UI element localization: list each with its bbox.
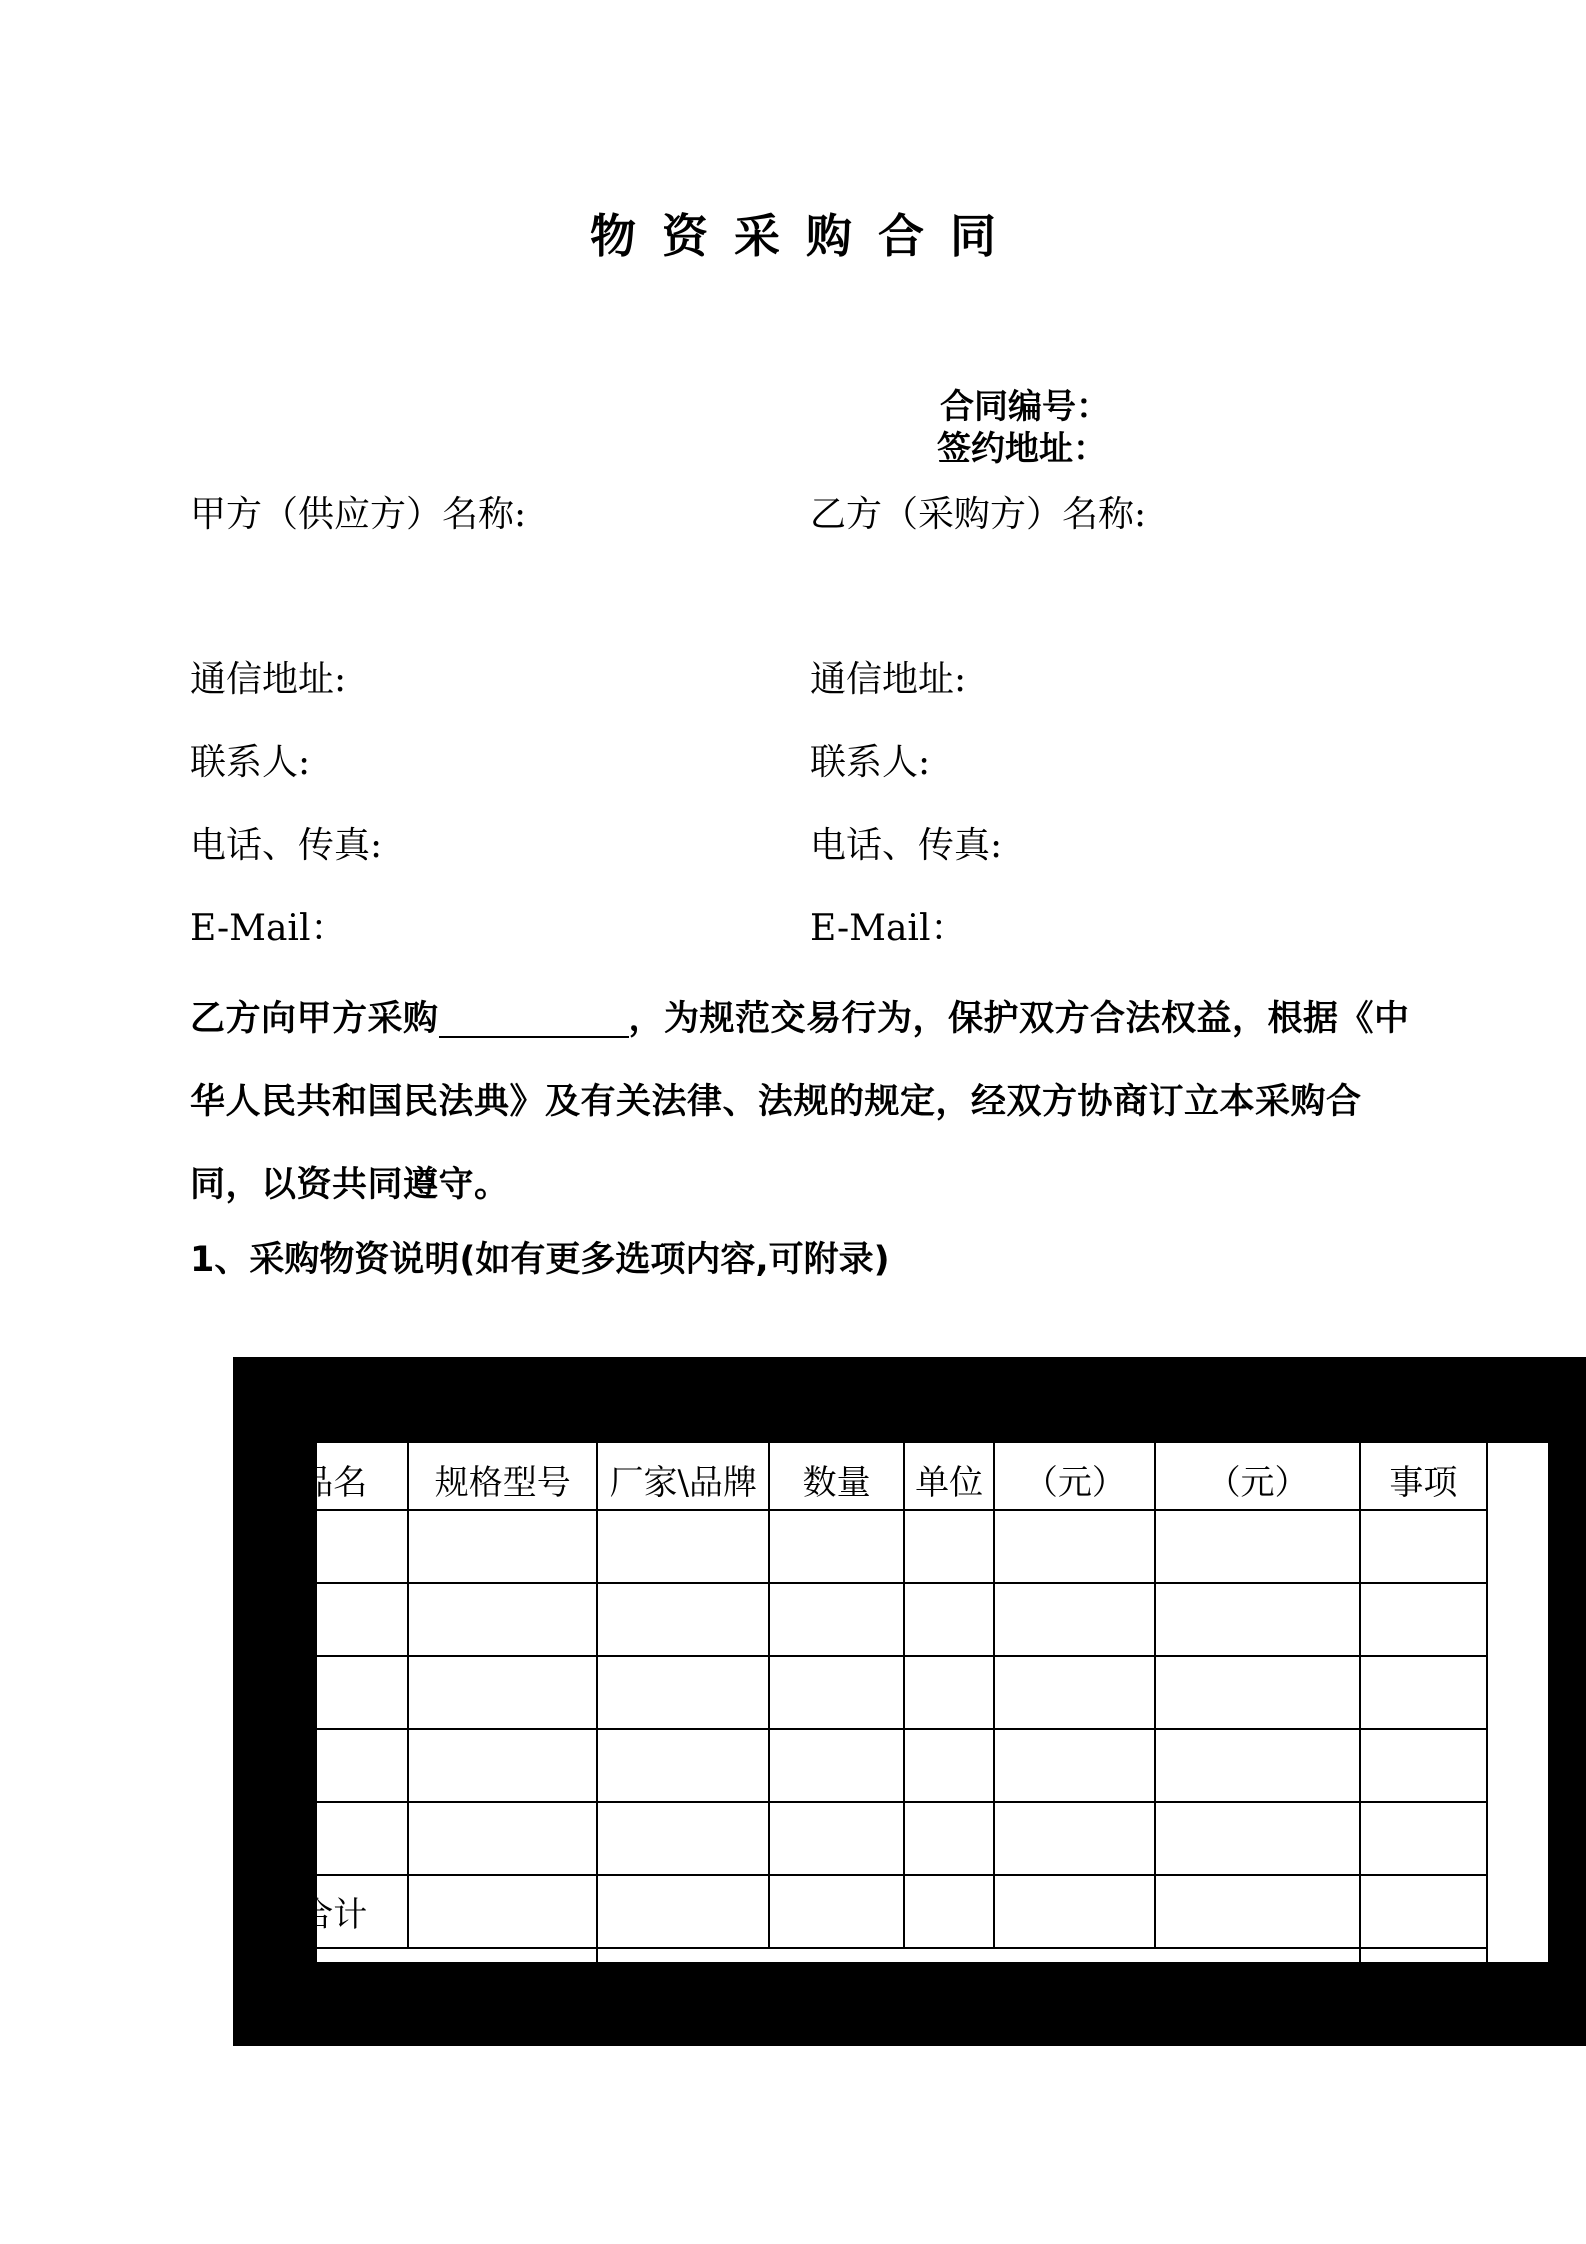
sign-place-label: 签约地址： xyxy=(937,429,1107,469)
party-b-phone-label: 电话、传真: xyxy=(810,825,1003,866)
rmb-total-value-cell[interactable] xyxy=(597,1948,1360,2025)
header-cell: 品名 xyxy=(258,1399,408,1510)
table-row xyxy=(258,1510,1487,1583)
table-cell[interactable] xyxy=(1155,1510,1359,1583)
table-cell[interactable] xyxy=(904,1875,994,1948)
table-cell[interactable] xyxy=(1360,1656,1487,1729)
table-cell[interactable] xyxy=(597,1510,769,1583)
table-cell[interactable] xyxy=(994,1802,1155,1875)
table-cell[interactable] xyxy=(258,1802,408,1875)
header-cell: 单位 xyxy=(904,1399,994,1510)
table-cell[interactable] xyxy=(258,1656,408,1729)
table-cell[interactable] xyxy=(597,1729,769,1802)
table-cell[interactable] xyxy=(904,1583,994,1656)
table-cell[interactable] xyxy=(597,1802,769,1875)
intro-part2: ，为规范交易行为，保护双方合法权益，根据《中华人民共和国民法典》及有关法律、法规的规定，经双方协商订立本采购合同，以资共同遵守。 xyxy=(190,999,1410,1205)
party-b-email-label: E-Mail： xyxy=(810,908,967,949)
table-cell[interactable] xyxy=(769,1802,904,1875)
table-cell[interactable] xyxy=(904,1656,994,1729)
header-cell: （元） xyxy=(994,1399,1155,1510)
table-cell[interactable] xyxy=(597,1583,769,1656)
document-title: 物资采购合同 xyxy=(590,209,1022,263)
table-cell[interactable] xyxy=(408,1583,597,1656)
table-cell[interactable] xyxy=(1155,1802,1359,1875)
items-table xyxy=(257,1398,1488,2026)
total-label: 合计 xyxy=(258,1875,408,1948)
table-cell[interactable] xyxy=(258,1510,408,1583)
party-a-contact-label: 联系人: xyxy=(190,742,311,783)
table-cell[interactable] xyxy=(1155,1729,1359,1802)
purchase-item-blank[interactable] xyxy=(439,996,629,1038)
table-cell[interactable] xyxy=(408,1656,597,1729)
table-cell[interactable] xyxy=(1360,1802,1487,1875)
table-cell[interactable] xyxy=(1360,1948,1487,2025)
table-cell[interactable] xyxy=(1360,1875,1487,1948)
table-cell[interactable] xyxy=(408,1729,597,1802)
rmb-total-label: 合计人民币金额: xyxy=(258,1948,597,2025)
table-cell[interactable] xyxy=(1155,1583,1359,1656)
table-cell[interactable] xyxy=(994,1729,1155,1802)
table-cell[interactable] xyxy=(904,1729,994,1802)
table-cell[interactable] xyxy=(408,1510,597,1583)
header-cell: 规格型号 xyxy=(408,1399,597,1510)
table-cell[interactable] xyxy=(994,1656,1155,1729)
party-b-name-label: 乙方（采购方）名称: xyxy=(810,494,1147,535)
table-row xyxy=(258,1583,1487,1656)
table-cell[interactable] xyxy=(1360,1510,1487,1583)
header-cell: （元） xyxy=(1155,1399,1359,1510)
table-cell[interactable] xyxy=(994,1583,1155,1656)
intro-part1: 乙方向甲方采购 xyxy=(190,999,439,1039)
table-cell[interactable] xyxy=(769,1875,904,1948)
table-cell[interactable] xyxy=(994,1875,1155,1948)
table-row xyxy=(258,1729,1487,1802)
header-cell: 数量 xyxy=(769,1399,904,1510)
party-a-email-label: E-Mail： xyxy=(190,908,347,949)
party-b-contact-label: 联系人: xyxy=(810,742,931,783)
table-cell[interactable] xyxy=(1360,1729,1487,1802)
section1-heading: 1、采购物资说明(如有更多选项内容,可附录) xyxy=(190,1240,890,1280)
table-header-row xyxy=(258,1399,1487,1510)
table-cell[interactable] xyxy=(769,1656,904,1729)
table-cell[interactable] xyxy=(904,1510,994,1583)
table-cell[interactable] xyxy=(597,1656,769,1729)
items-table-region xyxy=(299,1443,1548,2001)
table-cell[interactable] xyxy=(1155,1875,1359,1948)
table-cell[interactable] xyxy=(258,1583,408,1656)
table-cell[interactable] xyxy=(904,1802,994,1875)
table-row xyxy=(258,1656,1487,1729)
table-cell[interactable] xyxy=(408,1875,597,1948)
table-cell[interactable] xyxy=(1155,1656,1359,1729)
table-cell[interactable] xyxy=(597,1875,769,1948)
rmb-total-row xyxy=(258,1948,1487,2025)
table-cell[interactable] xyxy=(408,1802,597,1875)
contract-number-label: 合同编号： xyxy=(940,387,1110,427)
table-cell[interactable] xyxy=(769,1729,904,1802)
table-cell[interactable] xyxy=(1360,1583,1487,1656)
table-cell[interactable] xyxy=(994,1510,1155,1583)
total-row xyxy=(258,1875,1487,1948)
table-row xyxy=(258,1802,1487,1875)
intro-paragraph xyxy=(190,978,1410,1227)
table-cell[interactable] xyxy=(769,1510,904,1583)
party-b-address-label: 通信地址: xyxy=(810,659,967,700)
header-cell: 厂家\品牌 xyxy=(597,1399,769,1510)
party-a-phone-label: 电话、传真: xyxy=(190,825,383,866)
table-cell[interactable] xyxy=(769,1583,904,1656)
header-cell: 事项 xyxy=(1360,1399,1487,1510)
party-a-name-label: 甲方（供应方）名称: xyxy=(190,494,527,535)
table-cell[interactable] xyxy=(258,1729,408,1802)
party-a-address-label: 通信地址: xyxy=(190,659,347,700)
